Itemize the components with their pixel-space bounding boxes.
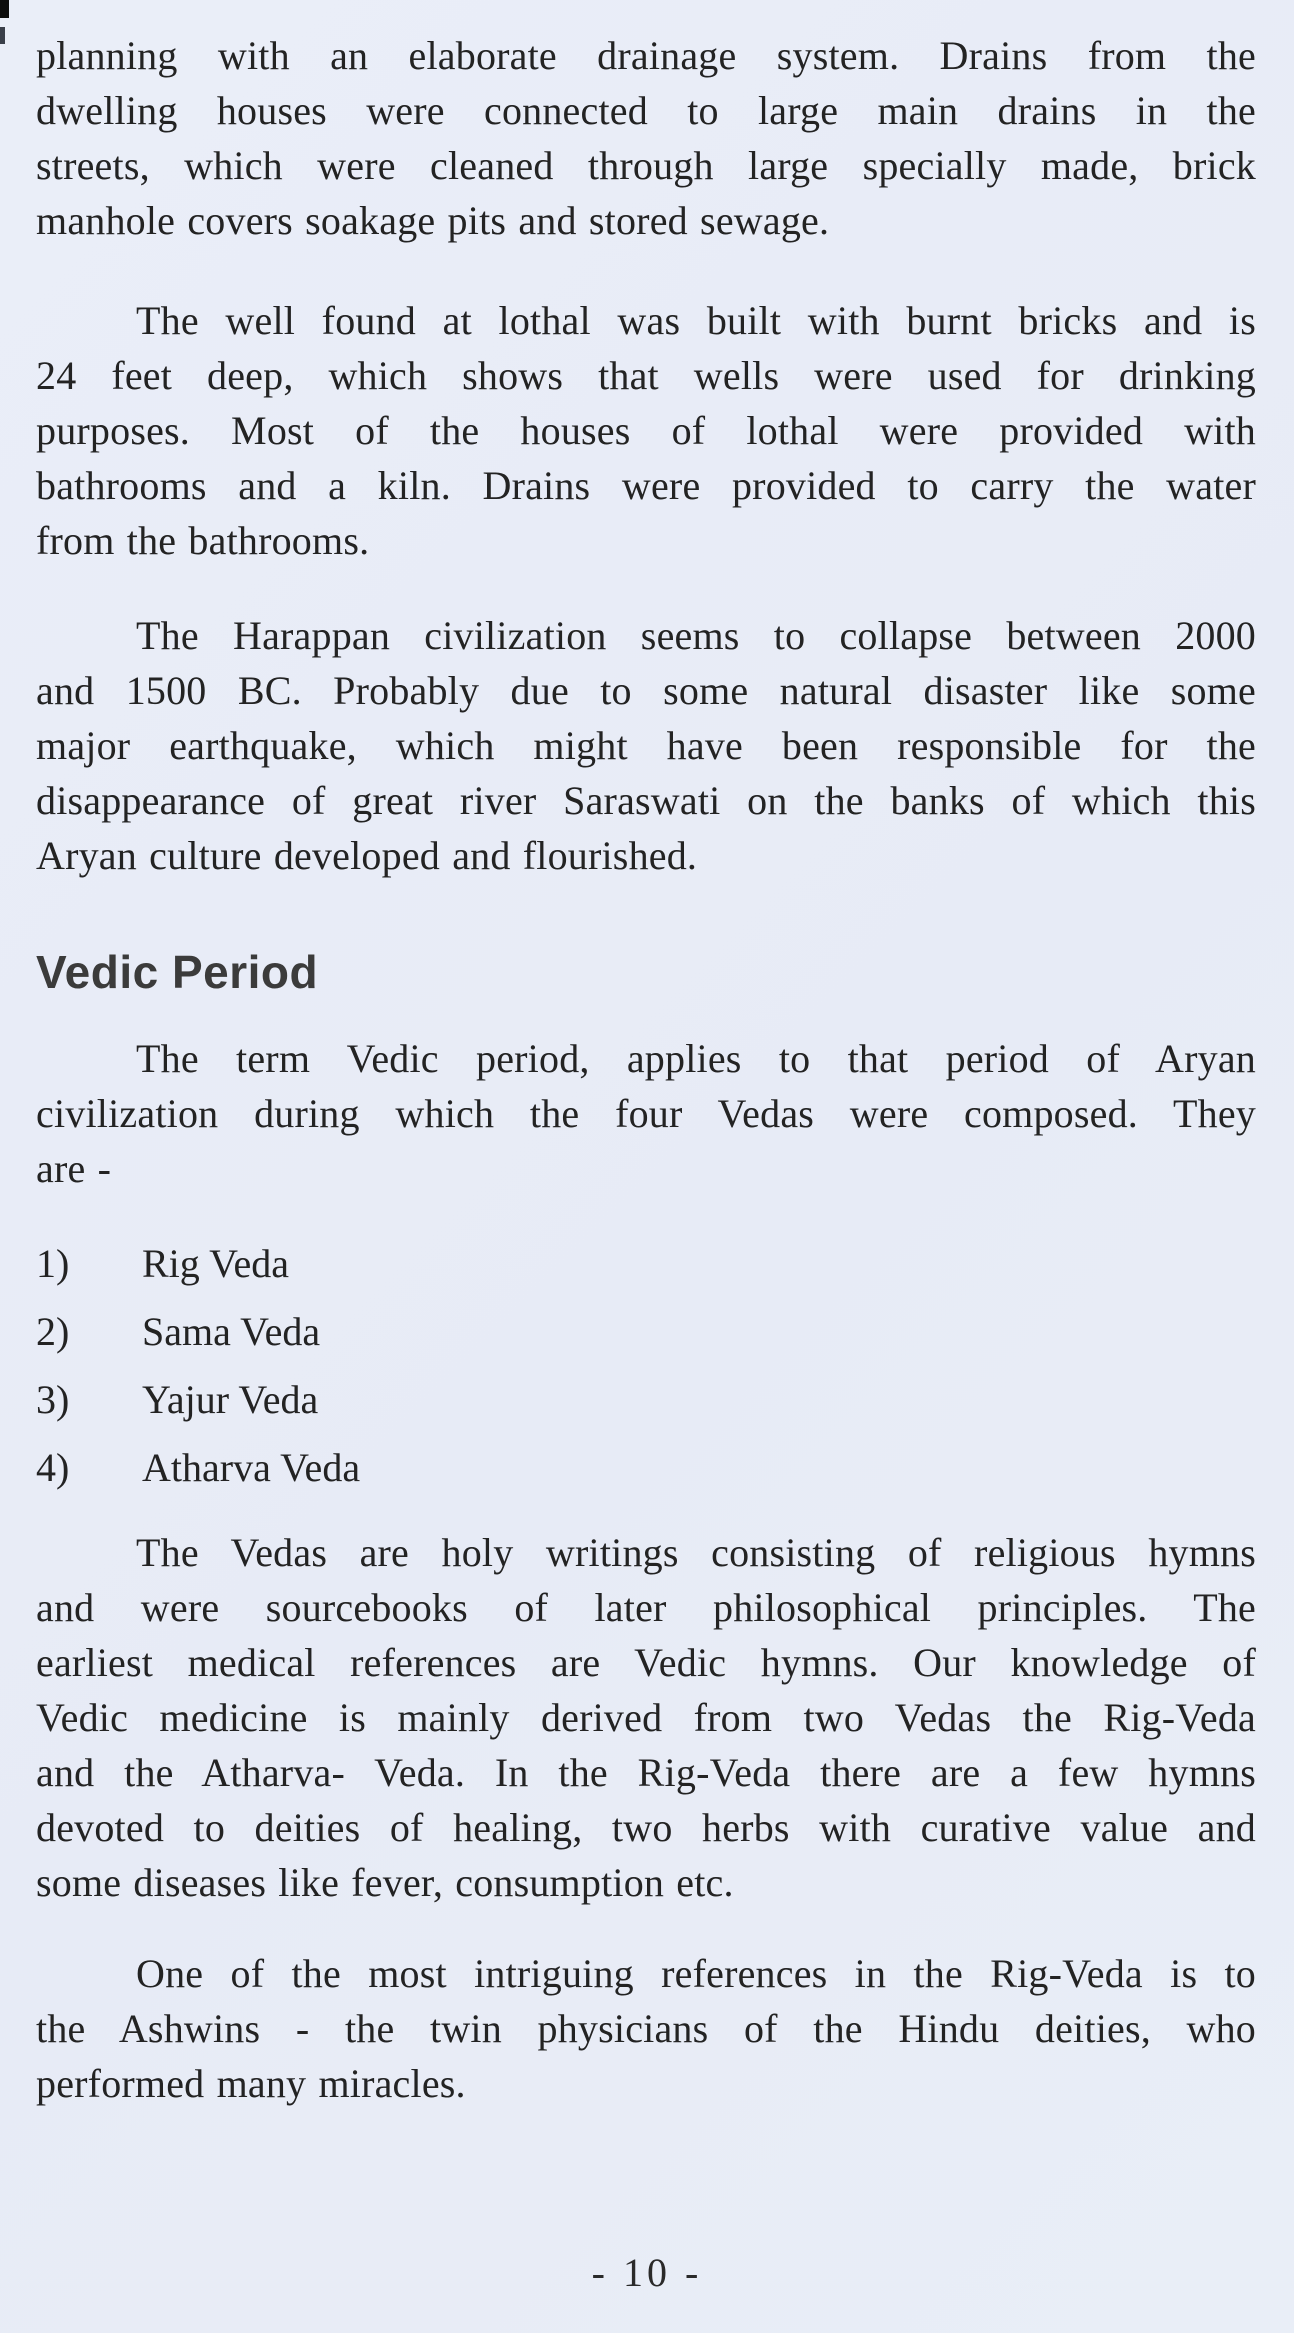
veda-list [36, 1236, 1256, 1495]
list-item-number: 1) [36, 1241, 70, 1286]
text-line: The term Vedic period, applies to that period of Aryan [136, 1036, 1256, 1081]
paragraph-vedic-term [36, 1031, 1256, 1196]
paragraph-vedas-holy-writings [36, 1525, 1256, 1910]
list-item-number: 3) [36, 1377, 70, 1422]
scan-edge-artifact [0, 0, 9, 18]
text-line: dwelling houses were connected to large main drains in the [36, 88, 1256, 133]
paragraph-harappan-collapse [36, 608, 1256, 883]
list-item [36, 1372, 1256, 1427]
scan-edge-artifact [0, 27, 5, 44]
paragraph-drainage [36, 28, 1256, 248]
text-line: bathrooms and a kiln. Drains were provided to carry the water [36, 463, 1256, 508]
text-line: some diseases like fever, consumption etc. [36, 1860, 734, 1905]
text-line: streets, which were cleaned through large specially made, brick [36, 143, 1256, 188]
list-item-number: 4) [36, 1445, 70, 1490]
text-line: earliest medical references are Vedic hymns. Our knowledge of [36, 1640, 1256, 1685]
section-heading-vedic-period: Vedic Period [36, 946, 319, 998]
text-line: 24 feet deep, which shows that wells were used for drinking [36, 353, 1256, 398]
text-line: purposes. Most of the houses of lothal were provided with [36, 408, 1256, 453]
paragraph-ashwins [36, 1946, 1256, 2111]
list-item [36, 1440, 1256, 1495]
text-line: the Ashwins - the twin physicians of the Hindu deities, who [36, 2006, 1256, 2051]
page-number: - 10 - [591, 2250, 703, 2295]
list-item [36, 1304, 1256, 1359]
list-item [36, 1236, 1256, 1291]
text-line: and were sourcebooks of later philosophical principles. The [36, 1585, 1256, 1630]
text-line: planning with an elaborate drainage system. Drains from the [36, 33, 1256, 78]
text-line: are - [36, 1146, 112, 1191]
text-line: major earthquake, which might have been responsible for the [36, 723, 1256, 768]
text-line: from the bathrooms. [36, 518, 370, 563]
text-line: One of the most intriguing references in the Rig-Veda is to [136, 1951, 1256, 1996]
page-content [36, 28, 1256, 2111]
text-line: The well found at lothal was built with burnt bricks and is [136, 298, 1256, 343]
list-item-label: Sama Veda [142, 1309, 321, 1354]
list-item-label: Rig Veda [142, 1241, 290, 1286]
list-item-number: 2) [36, 1309, 70, 1354]
text-line: civilization during which the four Vedas were composed. They [36, 1091, 1256, 1136]
text-line: and the Atharva- Veda. In the Rig-Veda there are a few hymns [36, 1750, 1256, 1795]
text-line: disappearance of great river Saraswati on the banks of which this [36, 778, 1256, 823]
text-line: The Vedas are holy writings consisting of religious hymns [136, 1530, 1256, 1575]
text-line: Vedic medicine is mainly derived from two Vedas the Rig-Veda [36, 1695, 1256, 1740]
paragraph-well-lothal [36, 293, 1256, 568]
text-line: and 1500 BC. Probably due to some natural disaster like some [36, 668, 1256, 713]
text-line: Aryan culture developed and flourished. [36, 833, 698, 878]
text-line: devoted to deities of healing, two herbs with curative value and [36, 1805, 1256, 1850]
text-line: manhole covers soakage pits and stored sewage. [36, 198, 830, 243]
text-line: The Harappan civilization seems to collapse between 2000 [136, 613, 1256, 658]
list-item-label: Atharva Veda [142, 1445, 361, 1490]
list-item-label: Yajur Veda [142, 1377, 319, 1422]
text-line: performed many miracles. [36, 2061, 466, 2106]
